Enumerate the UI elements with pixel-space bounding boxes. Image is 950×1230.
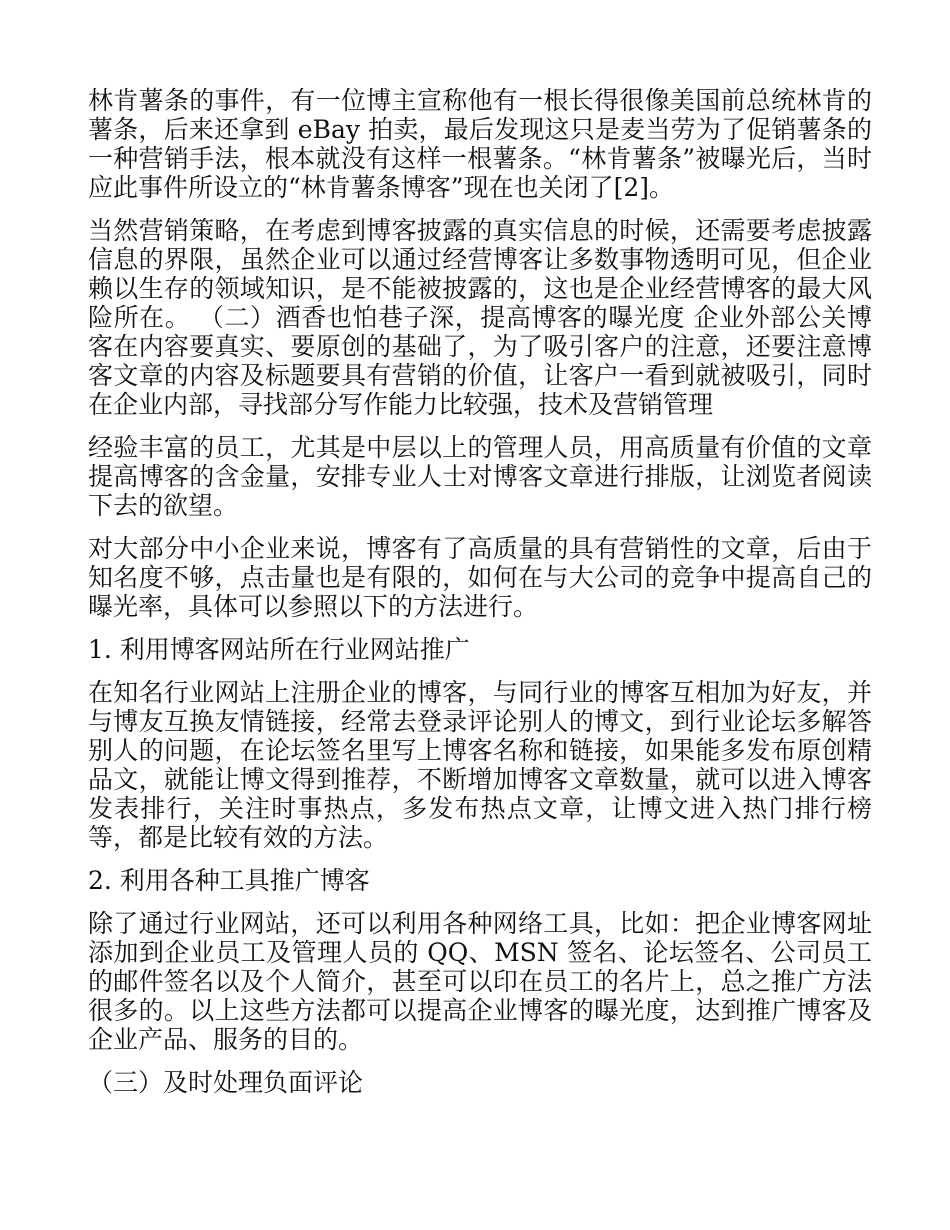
paragraph-experienced-staff: 经验丰富的员工，尤其是中层以上的管理人员，用高质量有价值的文章提高博客的含金量，安排专业人士对博客文章进行排版，让浏览者阅读下去的欲望。 xyxy=(88,433,872,520)
heading-negative-comments: （三）及时处理负面评论 xyxy=(88,1068,364,1097)
paragraph-tools-promotion: 除了通过行业网站，还可以利用各种网络工具，比如：把企业博客网址添加到企业员工及管理人员的 QQ、MSN 签名、论坛签名、公司员工的邮件签名以及个人简介，甚至可以印在员工的名片上，总之推广方法很多的。以上这些方法都可以提高企业博客的曝光度，达到推广博客及企业产品、服务的目的。 xyxy=(88,909,872,1054)
paragraph-industry-sites: 在知名行业网站上注册企业的博客，与同行业的博客互相加为好友，并与博友互换友情链接，经常去登录评论别人的博文，到行业论坛多解答别人的问题，在论坛签名里写上博客名称和链接，如果能多发布原创精品文，就能让博文得到推荐，不断增加博客文章数量，就可以进入博客发表排行，关注时事热点，多发布热点文章，让博文进入热门排行榜等，都是比较有效的方法。 xyxy=(88,678,872,852)
paragraph-lincoln-fries: 林肯薯条的事件，有一位博主宣称他有一根长得很像美国前总统林肯的薯条，后来还拿到 eBay 拍卖，最后发现这只是麦当劳为了促销薯条的一种营销手法，根本就没有这样一根薯条。“林肯薯条”被曝光后，当时应此事件所设立的“林肯薯条博客”现在也关闭了[2]。 xyxy=(88,86,872,202)
heading-tools-promotion: 2. 利用各种工具推广博客 xyxy=(88,866,370,895)
heading-industry-sites: 1. 利用博客网站所在行业网站推广 xyxy=(88,635,470,664)
document-body xyxy=(88,86,872,1111)
paragraph-disclosure-strategy: 当然营销策略，在考虑到博客披露的真实信息的时候，还需要考虑披露信息的界限，虽然企业可以通过经营博客让多数事物透明可见，但企业赖以生存的领域知识，是不能被披露的，这也是企业经营博客的最大风险所在。 （二）酒香也怕巷子深，提高博客的曝光度 企业外部公关博客在内容要真实、要原创的基础了，为了吸引客户的注意，还要注意博客文章的内容及标题要具有营销的价值，让客户一看到就被吸引，同时在企业内部，寻找部分写作能力比较强，技术及营销管理 xyxy=(88,216,872,419)
paragraph-smb-exposure: 对大部分中小企业来说，博客有了高质量的具有营销性的文章，后由于知名度不够，点击量也是有限的，如何在与大公司的竞争中提高自己的曝光率，具体可以参照以下的方法进行。 xyxy=(88,534,872,621)
